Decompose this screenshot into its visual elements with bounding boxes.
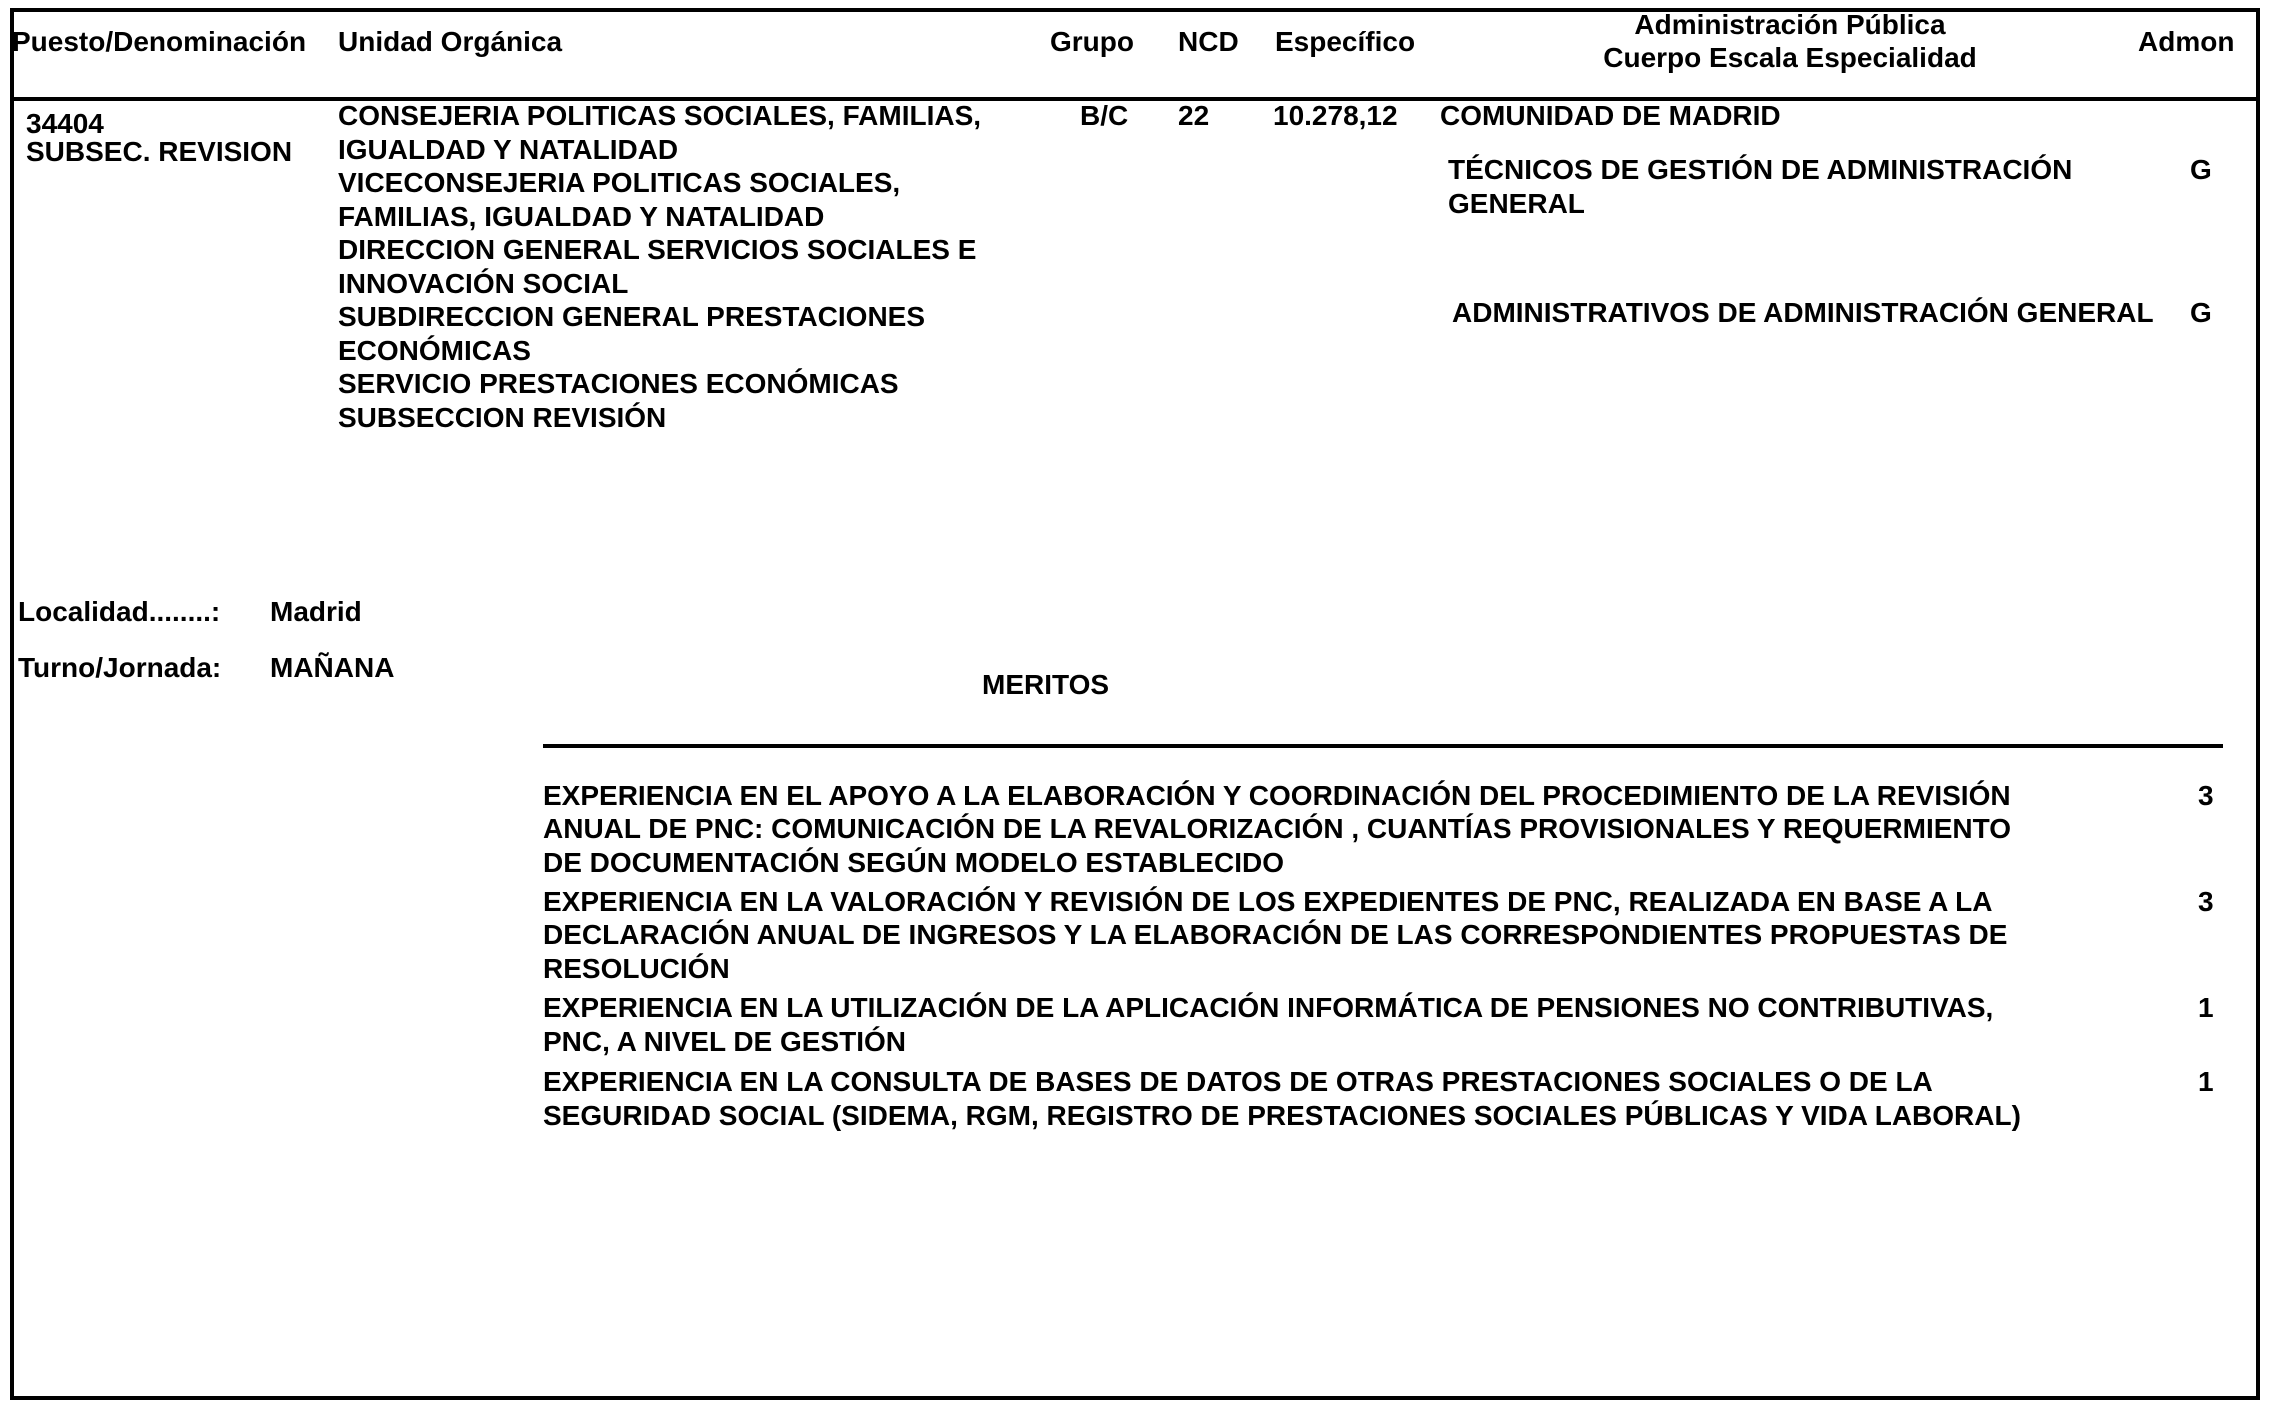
localidad-label: Localidad........: xyxy=(18,596,221,627)
merit-line: DE DOCUMENTACIÓN SEGÚN MODELO ESTABLECIDO xyxy=(543,847,1284,878)
meritos-divider xyxy=(543,744,2223,748)
unidad-line: CONSEJERIA POLITICAS SOCIALES, FAMILIAS, xyxy=(338,100,982,131)
header-unidad: Unidad Orgánica xyxy=(338,26,563,57)
header-administracion: Administración Pública xyxy=(1634,9,1946,40)
merit-line: PNC, A NIVEL DE GESTIÓN xyxy=(543,1026,907,1057)
merit-line: DECLARACIÓN ANUAL DE INGRESOS Y LA ELABORACIÓN DE LAS CORRESPONDIENTES PROPUESTAS DE xyxy=(543,919,2008,950)
merit-points: 3 xyxy=(2198,886,2214,917)
header-grupo: Grupo xyxy=(1050,26,1134,57)
merit-line: EXPERIENCIA EN LA VALORACIÓN Y REVISIÓN DE LOS EXPEDIENTES DE PNC, REALIZADA EN BASE A LA xyxy=(543,886,1993,917)
header-puesto: Puesto/Denominación xyxy=(12,26,307,57)
grupo-value: B/C xyxy=(1080,100,1129,131)
unidad-line: DIRECCION GENERAL SERVICIOS SOCIALES E xyxy=(338,234,977,265)
unidad-line: IGUALDAD Y NATALIDAD xyxy=(338,134,679,165)
cuerpo-line: TÉCNICOS DE GESTIÓN DE ADMINISTRACIÓN xyxy=(1448,154,2073,185)
meritos-title: MERITOS xyxy=(982,669,1110,700)
unidad-line: INNOVACIÓN SOCIAL xyxy=(338,268,629,299)
header-cuerpo-escala: Cuerpo Escala Especialidad xyxy=(1603,42,1977,73)
merit-points: 3 xyxy=(2198,780,2214,811)
localidad-value: Madrid xyxy=(270,596,362,627)
especifico-value: 10.278,12 xyxy=(1273,100,1398,131)
cuerpo-admon: G xyxy=(2190,154,2212,185)
merit-line: EXPERIENCIA EN LA CONSULTA DE BASES DE DATOS DE OTRAS PRESTACIONES SOCIALES O DE LA xyxy=(543,1066,1933,1097)
merit-points: 1 xyxy=(2198,992,2214,1023)
header-admon: Admon xyxy=(2138,26,2235,57)
ncd-value: 22 xyxy=(1178,100,1210,131)
unidad-line: VICECONSEJERIA POLITICAS SOCIALES, xyxy=(338,167,901,198)
header-ncd: NCD xyxy=(1178,26,1239,57)
unidad-line: ECONÓMICAS xyxy=(338,335,531,366)
unidad-line: SUBDIRECCION GENERAL PRESTACIONES xyxy=(338,301,926,332)
puesto-codigo: 34404 xyxy=(26,108,104,139)
unidad-line: SUBSECCION REVISIÓN xyxy=(338,402,667,433)
merit-line: EXPERIENCIA EN EL APOYO A LA ELABORACIÓN Y COORDINACIÓN DEL PROCEDIMIENTO DE LA REVISIÓN xyxy=(543,780,2011,811)
puesto-denominacion: SUBSEC. REVISION xyxy=(26,136,293,167)
merit-line: RESOLUCIÓN xyxy=(543,953,730,984)
merit-line: EXPERIENCIA EN LA UTILIZACIÓN DE LA APLICACIÓN INFORMÁTICA DE PENSIONES NO CONTRIBUTIVAS, xyxy=(543,992,1994,1023)
cuerpo-line: GENERAL xyxy=(1448,188,1585,219)
unidad-line: FAMILIAS, IGUALDAD Y NATALIDAD xyxy=(338,201,825,232)
merit-line: ANUAL DE PNC: COMUNICACIÓN DE LA REVALORIZACIÓN , CUANTÍAS PROVISIONALES Y REQUERMIENTO xyxy=(543,813,2012,844)
cuerpo-line: ADMINISTRATIVOS DE ADMINISTRACIÓN GENERAL xyxy=(1452,297,2154,328)
merit-line: SEGURIDAD SOCIAL (SIDEMA, RGM, REGISTRO DE PRESTACIONES SOCIALES PÚBLICAS Y VIDA LABORAL) xyxy=(543,1100,2021,1131)
cuerpo-admon: G xyxy=(2190,297,2212,328)
turno-label: Turno/Jornada: xyxy=(18,652,222,683)
turno-value: MAÑANA xyxy=(270,652,395,683)
header-especifico: Específico xyxy=(1275,26,1416,57)
merit-points: 1 xyxy=(2198,1066,2214,1097)
administracion-value: COMUNIDAD DE MADRID xyxy=(1440,100,1781,131)
unidad-line: SERVICIO PRESTACIONES ECONÓMICAS xyxy=(338,368,899,399)
